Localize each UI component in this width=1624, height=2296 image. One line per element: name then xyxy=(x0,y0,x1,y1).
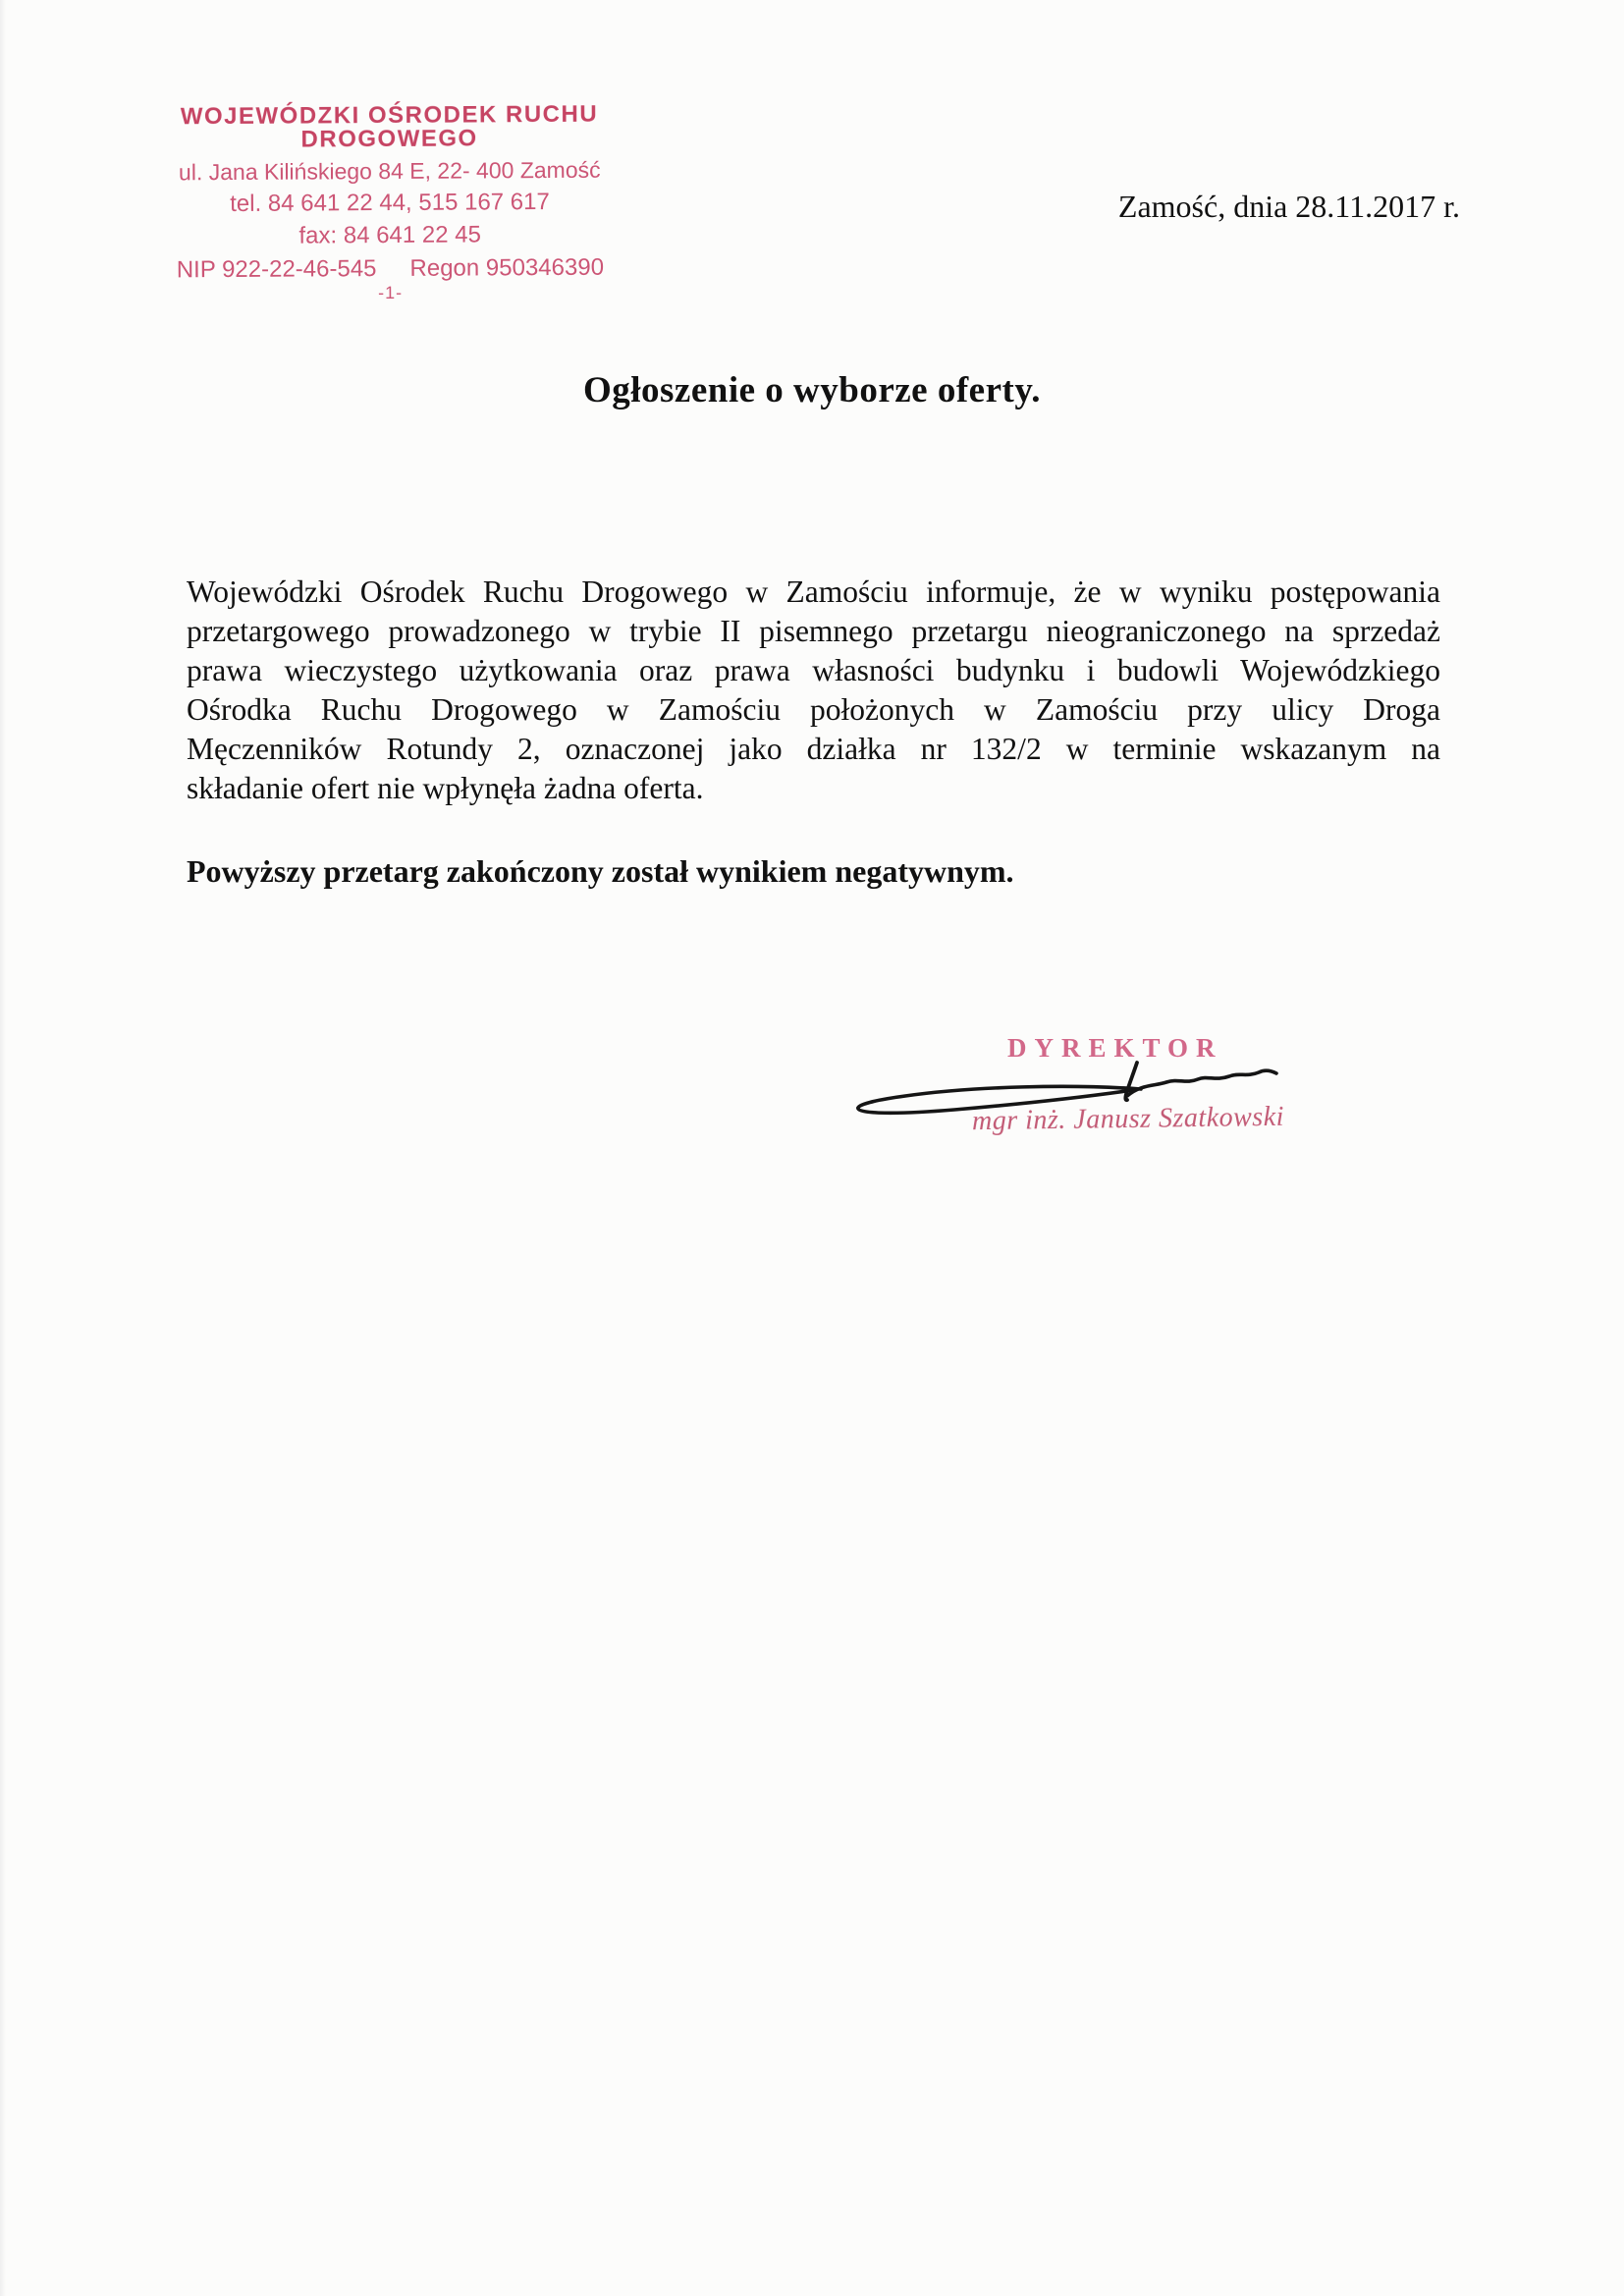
document-title: Ogłoszenie o wyborze oferty. xyxy=(582,370,1042,410)
body-line: przetargowego prowadzonego w trybie II pisemnego przetargu nieograniczonego na sprzedaż xyxy=(187,614,1440,648)
body-line: Męczenników Rotundy 2, oznaczonej jako działka nr 132/2 w terminie wskazanym na xyxy=(187,732,1440,766)
date-line: Zamość, dnia 28.11.2017 r. xyxy=(1117,189,1460,224)
stamp-page-mark: -1- xyxy=(377,282,404,303)
body-line: Wojewódzki Ośrodek Ruchu Drogowego w Zamościu informuje, że w wyniku postępowania xyxy=(187,574,1440,609)
signature-name-stamp: mgr inż. Janusz Szatkowski xyxy=(971,1101,1285,1137)
stamp-address: ul. Jana Kilińskiego 84 E, 22- 400 Zamość xyxy=(178,156,601,186)
body-paragraph xyxy=(187,573,1440,808)
conclusion-statement: Powyższy przetarg zakończony został wynikiem negatywnym. xyxy=(187,853,1014,889)
stamp-regon: Regon 950346390 xyxy=(409,253,605,282)
office-stamp xyxy=(154,100,624,303)
body-line: składanie ofert nie wpłynęła żadna oferta. xyxy=(187,771,704,805)
stamp-nip: NIP 922-22-46-545 xyxy=(176,255,377,284)
stamp-phone: tel. 84 641 22 44, 515 167 617 xyxy=(230,189,550,217)
signature-role-stamp: DYREKTOR xyxy=(1007,1033,1223,1063)
stamp-org-name: WOJEWÓDZKI OŚRODEK RUCHU DROGOWEGO xyxy=(180,100,599,153)
body-line: prawa wieczystego użytkowania oraz prawa własności budynku i budowli Wojewódzkiego xyxy=(187,653,1440,687)
stamp-ids-line xyxy=(155,253,624,284)
body-line: Ośrodka Ruchu Drogowego w Zamościu położonych w Zamościu przy ulicy Droga xyxy=(187,692,1440,727)
stamp-fax: fax: 84 641 22 45 xyxy=(298,221,482,249)
